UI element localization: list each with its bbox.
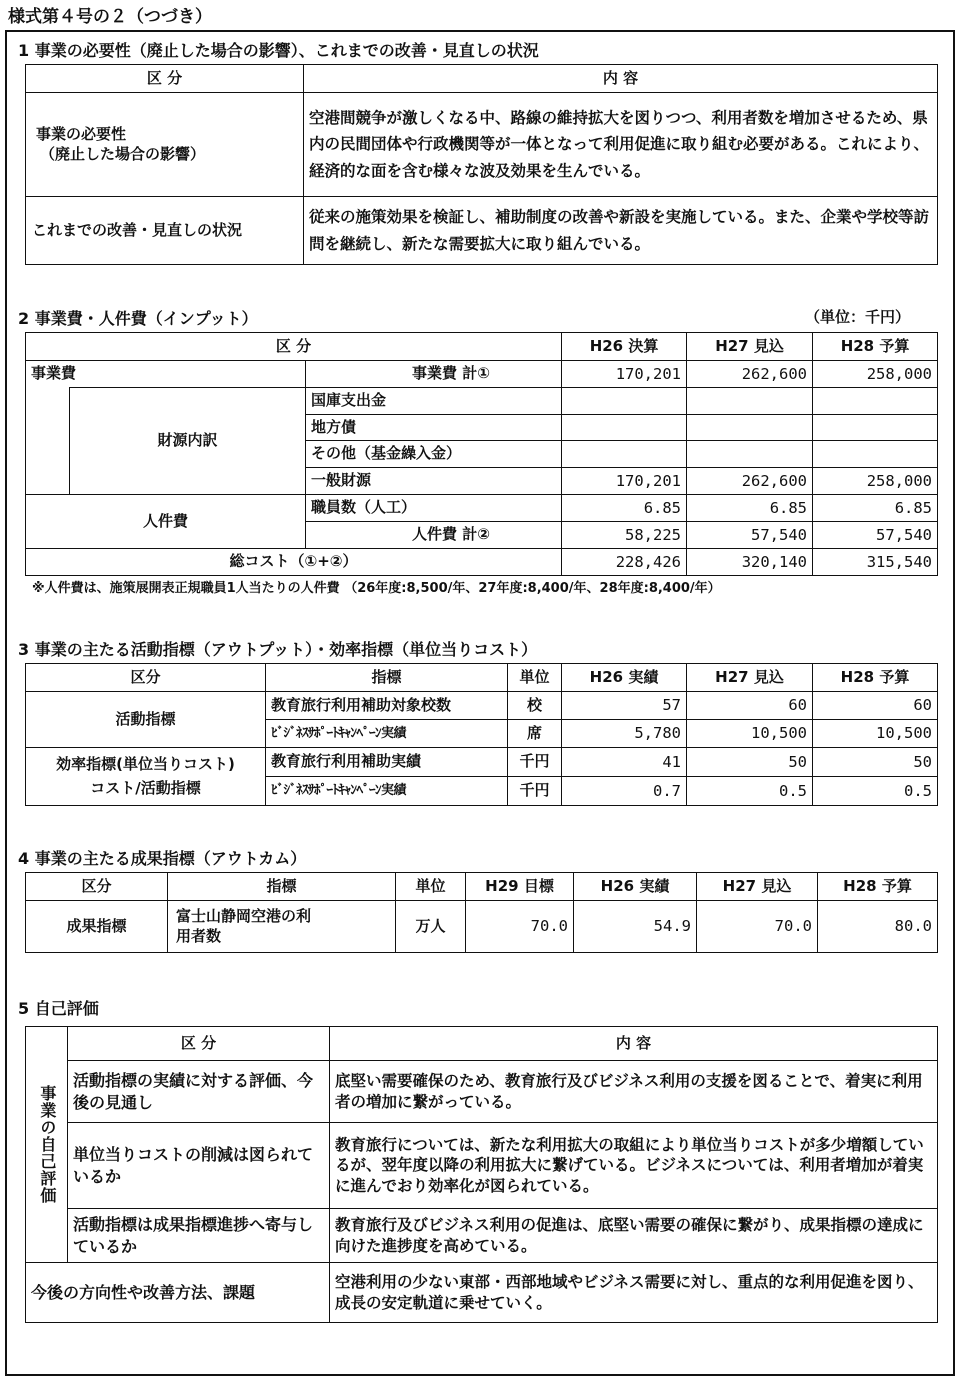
total-cost-h26: 228,426	[562, 549, 687, 576]
act-row-h26: 57	[562, 692, 687, 720]
act-row-h27: 10,500	[687, 720, 813, 748]
ippan-h27: 262,600	[687, 468, 813, 495]
outcome-table	[25, 872, 938, 953]
out-header-h28: H28 予算	[818, 873, 938, 901]
total-cost-h27: 320,140	[687, 549, 813, 576]
chihosai-h26	[562, 415, 687, 441]
sonota-h27	[687, 441, 813, 468]
jinkenhi-h27: 57,540	[687, 522, 813, 549]
cost-header-kubun: 区 分	[26, 333, 562, 361]
shokuin-label: 職員数（人工）	[306, 495, 562, 522]
eval-header-naiyo: 内 容	[330, 1027, 938, 1061]
form-title: 様式第４号の２（つづき）	[8, 7, 212, 27]
act-row-h28: 50	[813, 748, 938, 777]
out-header-h26: H26 実績	[574, 873, 697, 901]
seika-label: 成果指標	[26, 901, 168, 953]
act-header-h26: H26 実績	[562, 664, 687, 692]
jigyohi-label: 事業費	[26, 361, 306, 388]
eval-content-1: 底堅い需要確保のため、教育旅行及びビジネス利用の支援を図ることで、着実に利用者の増加に繋がっている。	[330, 1061, 938, 1123]
header-naiyo: 内 容	[304, 65, 938, 93]
ippan-h26: 170,201	[562, 468, 687, 495]
out-header-h27: H27 見込	[697, 873, 818, 901]
section-3-title: 3 事業の主たる活動指標（アウトプット）・効率指標（単位当りコスト）	[18, 640, 538, 659]
header-kubun: 区 分	[26, 65, 304, 93]
koritsu-label	[26, 748, 266, 806]
unit-note: （単位：千円）	[805, 308, 911, 326]
shokuin-h28: 6.85	[813, 495, 938, 522]
eval-content-2: 教育旅行については、新たな利用拡大の取組により単位当りコストが多少増額しているが、翌年度以降の利用拡大に繋げている。ビジネスについては、利用者増加が着実に進んでおり効率化が図られている。	[330, 1123, 938, 1209]
out-header-h29: H29 目標	[466, 873, 574, 901]
jinkenhi-h28: 57,540	[813, 522, 938, 549]
eval-label-3: 活動指標は成果指標進捗へ寄与しているか	[68, 1209, 330, 1263]
seika-shihyo	[168, 901, 396, 953]
act-row-tani: 千円	[508, 777, 562, 806]
eval-label-1: 活動指標の実績に対する評価、今後の見通し	[68, 1061, 330, 1123]
kokko-h26	[562, 388, 687, 415]
act-row-tani: 席	[508, 720, 562, 748]
jigyohi-h28: 258,000	[813, 361, 938, 388]
act-row-tani: 校	[508, 692, 562, 720]
jinkenhi-total-label: 人件費 計②	[306, 522, 562, 549]
act-row-h26: 41	[562, 748, 687, 777]
sonota-h26	[562, 441, 687, 468]
act-header-kubun: 区分	[26, 664, 266, 692]
self-evaluation-vertical-label: 事業の自己評価	[26, 1027, 68, 1263]
evaluation-table	[25, 1026, 938, 1323]
seika-shihyo-line1: 富士山静岡空港の利	[176, 906, 312, 925]
act-row-h26: 0.7	[562, 777, 687, 806]
seika-h26: 54.9	[574, 901, 697, 953]
section-5-title: 5 自己評価	[18, 999, 99, 1018]
total-cost-label: 総コスト（①+②）	[26, 549, 562, 576]
kokko-h27	[687, 388, 813, 415]
seika-shihyo-line2: 用者数	[176, 926, 222, 945]
katsudo-label: 活動指標	[26, 692, 266, 748]
act-row-h27: 50	[687, 748, 813, 777]
cost-table	[25, 332, 938, 576]
act-row-shihyo: 教育旅行利用補助実績	[266, 748, 508, 777]
section-1-title: 1 事業の必要性（廃止した場合の影響）、これまでの改善・見直しの状況	[18, 41, 539, 60]
cost-header-h26: H26 決算	[562, 333, 687, 361]
necessity-label	[26, 93, 304, 197]
improvement-label: これまでの改善・見直しの状況	[26, 197, 304, 265]
act-row-tani: 千円	[508, 748, 562, 777]
act-row-shihyo: 教育旅行利用補助対象校数	[266, 692, 508, 720]
eval-label-2: 単位当りコストの削減は図られているか	[68, 1123, 330, 1209]
out-header-tani: 単位	[396, 873, 466, 901]
act-row-h27: 0.5	[687, 777, 813, 806]
seika-tani: 万人	[396, 901, 466, 953]
act-row-h28: 60	[813, 692, 938, 720]
seika-h28: 80.0	[818, 901, 938, 953]
jinkenhi-h26: 58,225	[562, 522, 687, 549]
eval-header-kubun: 区 分	[68, 1027, 330, 1061]
act-row-h28: 0.5	[813, 777, 938, 806]
koritsu-label-line2: コスト/活動指標	[90, 778, 201, 797]
ippan-h28: 258,000	[813, 468, 938, 495]
out-header-shihyo: 指標	[168, 873, 396, 901]
cost-footnote: ※人件費は、施策展開表正規職員1人当たりの人件費 （26年度:8,500/年、27年度:8,400/年、28年度:8,400/年）	[32, 581, 721, 596]
eval-content-3: 教育旅行及びビジネス利用の促進は、底堅い需要の確保に繋がり、成果指標の達成に向けた進捗度を高めている。	[330, 1209, 938, 1263]
out-header-kubun: 区分	[26, 873, 168, 901]
act-header-tani: 単位	[508, 664, 562, 692]
necessity-table	[25, 64, 938, 265]
act-row-shihyo: ﾋﾞｼﾞﾈｽｻﾎﾟｰﾄｷｬﾝﾍﾟｰﾝ実績	[266, 720, 508, 748]
kokko-label: 国庫支出金	[306, 388, 562, 415]
jigyohi-h26: 170,201	[562, 361, 687, 388]
cost-header-h28: H28 予算	[813, 333, 938, 361]
section-2-title: 2 事業費・人件費（インプット）	[18, 309, 258, 328]
eval-content-4: 空港利用の少ない東部・西部地域やビジネス需要に対し、重点的な利用促進を図り、成長の安定軌道に乗せていく。	[330, 1263, 938, 1323]
section-4-title: 4 事業の主たる成果指標（アウトカム）	[18, 849, 307, 868]
jigyohi-h27: 262,600	[687, 361, 813, 388]
kokko-h28	[813, 388, 938, 415]
zaigen-indent	[26, 388, 70, 495]
act-row-h26: 5,780	[562, 720, 687, 748]
chihosai-h28	[813, 415, 938, 441]
sonota-h28	[813, 441, 938, 468]
seika-h27: 70.0	[697, 901, 818, 953]
shokuin-h26: 6.85	[562, 495, 687, 522]
chihosai-label: 地方債	[306, 415, 562, 441]
jigyohi-total-label: 事業費 計①	[306, 361, 562, 388]
act-header-h27: H27 見込	[687, 664, 813, 692]
ippan-label: 一般財源	[306, 468, 562, 495]
necessity-label-line1: 事業の必要性	[36, 124, 127, 143]
sonota-label: その他（基金繰入金）	[306, 441, 562, 468]
act-header-shihyo: 指標	[266, 664, 508, 692]
necessity-label-line2: （廃止した場合の影響）	[40, 144, 206, 163]
necessity-content: 空港間競争が激しくなる中、路線の維持拡大を図りつつ、利用者数を増加させるため、県内の民間団体や行政機関等が一体となって利用促進に取り組む必要がある。これにより、経済的な面を含む様々な波及効果を生んでいる。	[304, 93, 938, 197]
act-row-h27: 60	[687, 692, 813, 720]
chihosai-h27	[687, 415, 813, 441]
act-row-h28: 10,500	[813, 720, 938, 748]
eval-label-4: 今後の方向性や改善方法、課題	[26, 1263, 330, 1323]
act-header-h28: H28 予算	[813, 664, 938, 692]
jinkenhi-label: 人件費	[26, 495, 306, 549]
act-row-shihyo: ﾋﾞｼﾞﾈｽｻﾎﾟｰﾄｷｬﾝﾍﾟｰﾝ実績	[266, 777, 508, 806]
cost-header-h27: H27 見込	[687, 333, 813, 361]
improvement-content: 従来の施策効果を検証し、補助制度の改善や新設を実施している。また、企業や学校等訪問を継続し、新たな需要拡大に取り組んでいる。	[304, 197, 938, 265]
seika-h29: 70.0	[466, 901, 574, 953]
shokuin-h27: 6.85	[687, 495, 813, 522]
total-cost-h28: 315,540	[813, 549, 938, 576]
koritsu-label-line1: 効率指標(単位当りコスト)	[56, 754, 235, 773]
activity-table	[25, 663, 938, 806]
zaigen-label: 財源内訳	[70, 388, 306, 495]
